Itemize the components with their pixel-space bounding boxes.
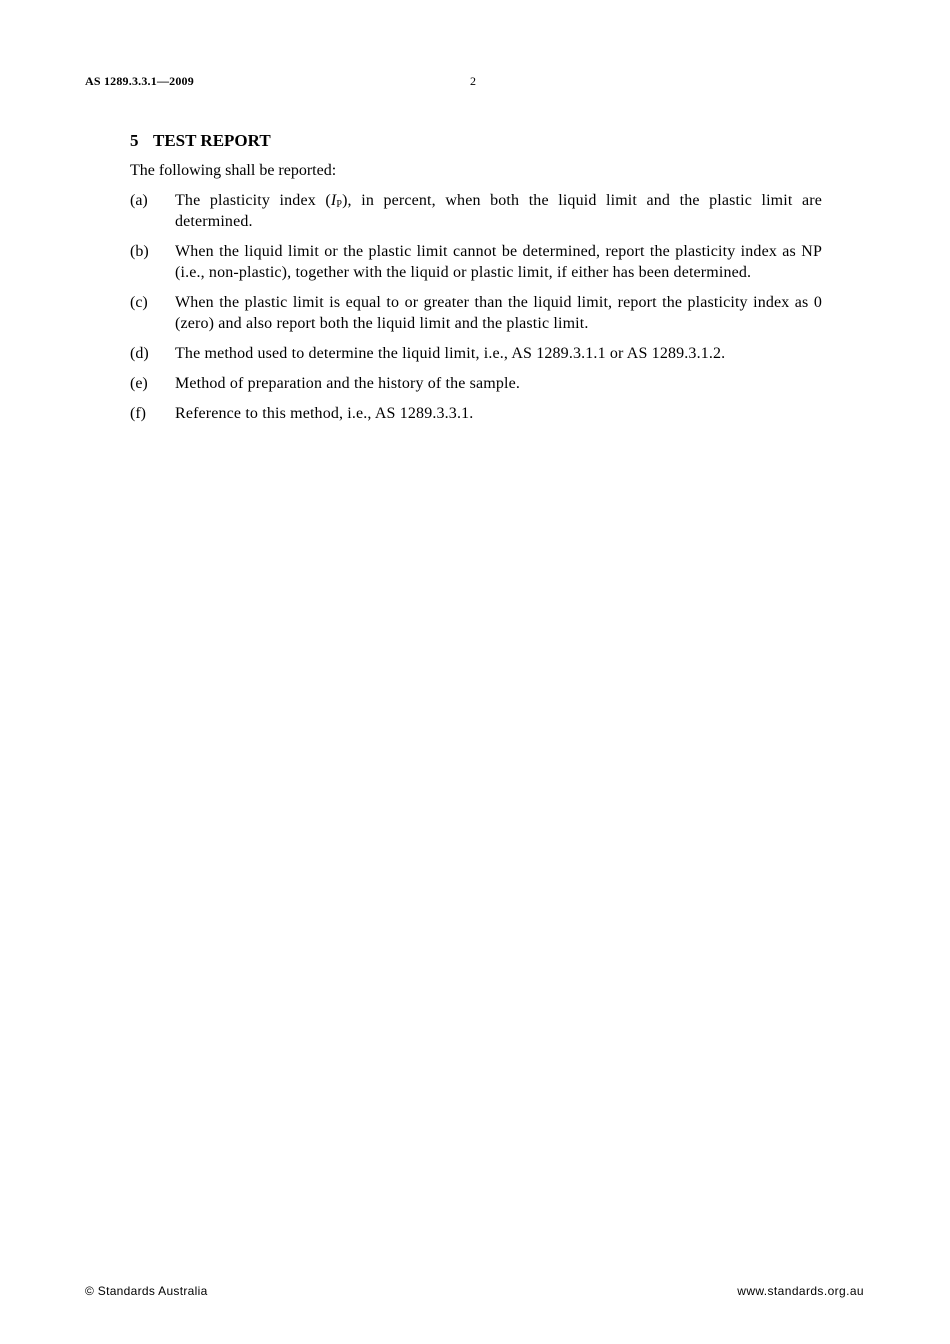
list-item-label: (e) bbox=[130, 375, 148, 392]
section-intro: The following shall be reported: bbox=[130, 162, 337, 179]
list-item-text: When the plastic limit is equal to or greater than the liquid limit, report the plasticity index as 0 (zero) and also report both the liquid limit and the plastic limit. bbox=[175, 294, 822, 332]
list-item-text: The plasticity index $(I_P)$, in percent, when both the liquid limit and the plastic limit are determined. bbox=[175, 192, 822, 230]
list-item-text: Reference to this method, i.e., AS 1289.3.3.1. bbox=[175, 405, 474, 422]
list-item-label: (a) bbox=[130, 192, 148, 209]
section-test-report bbox=[130, 130, 822, 433]
plasticity-index-symbol: I bbox=[330, 192, 337, 209]
list-item bbox=[130, 190, 822, 232]
section-heading bbox=[130, 130, 822, 152]
plasticity-index-subscript: P bbox=[336, 199, 343, 210]
page-number: 2 bbox=[470, 74, 476, 88]
list-item bbox=[130, 241, 822, 283]
list-item-label: (f) bbox=[130, 405, 146, 422]
list-item-text: The method used to determine the liquid limit, i.e., AS 1289.3.1.1 or AS 1289.3.1.2. bbox=[175, 345, 726, 362]
list-item-label: (d) bbox=[130, 345, 149, 362]
list-item bbox=[130, 343, 822, 364]
list-item-text: Method of preparation and the history of the sample. bbox=[175, 375, 521, 392]
list-item bbox=[130, 403, 822, 424]
list-item-text: When the liquid limit or the plastic limit cannot be determined, report the plasticity index as NP (i.e., non-plastic), together with the liquid or plastic limit, if either has been determined. bbox=[175, 243, 822, 281]
running-head-standard-id: AS 1289.3.3.1—2009 bbox=[85, 74, 194, 88]
list-item bbox=[130, 292, 822, 334]
footer-website: www.standards.org.au bbox=[737, 1284, 864, 1298]
section-title: TEST REPORT bbox=[153, 131, 271, 150]
footer-copyright: © Standards Australia bbox=[85, 1284, 208, 1298]
list-item-label: (b) bbox=[130, 243, 149, 260]
list-item bbox=[130, 373, 822, 394]
section-number: 5 bbox=[130, 131, 139, 150]
list-item-label: (c) bbox=[130, 294, 148, 311]
